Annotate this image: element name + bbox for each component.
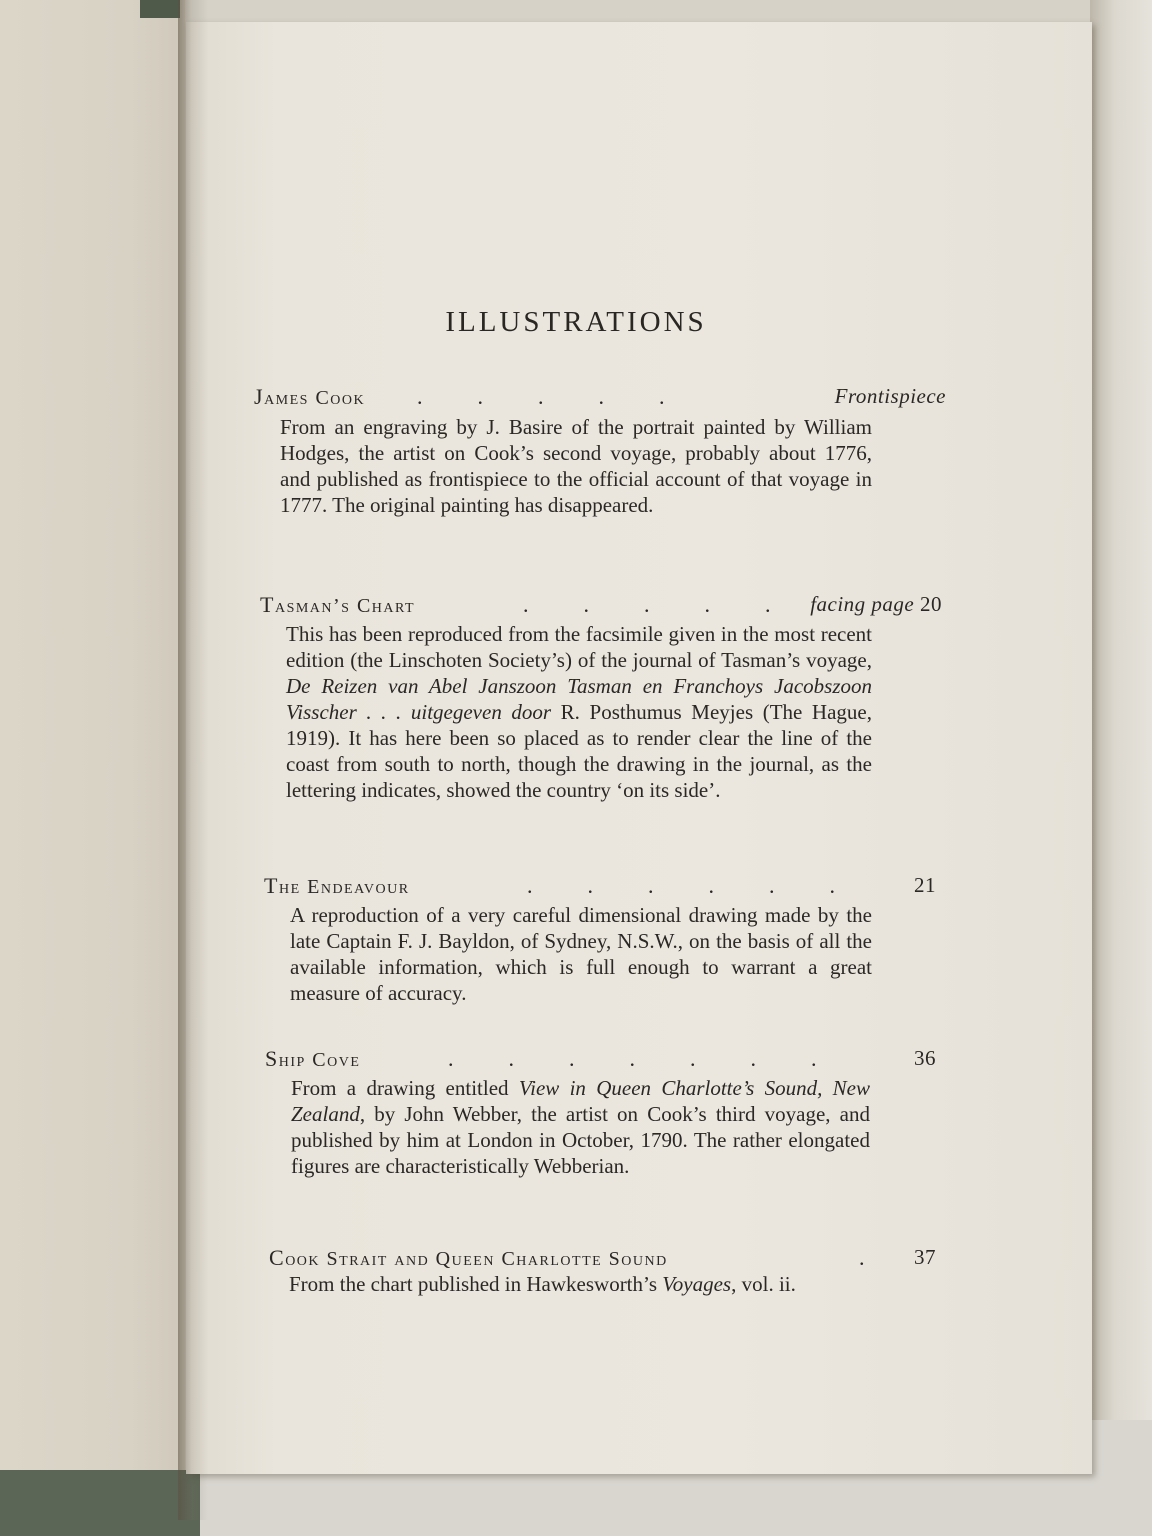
illustration-entry-cook-strait <box>269 1245 936 1297</box>
entry-page-ref: 37 <box>914 1245 936 1269</box>
facing-blank-page <box>0 0 185 1480</box>
description-drawing-title: View in Queen Charlotte’s Sound, New Zealand <box>291 1076 870 1126</box>
entry-description <box>291 1075 870 1179</box>
description-text-1: This has been reproduced from the facsimile given in the most recent edition (the Linschoten Society’s) of the journal of Tasman’s voyage, <box>286 622 872 672</box>
illustration-entry-ship-cove <box>265 1046 936 1179</box>
description-book-title: Voyages <box>662 1272 732 1296</box>
entry-heading <box>264 873 936 899</box>
entry-page-prefix: facing page <box>810 592 915 616</box>
leader-dots: . . . . . . <box>527 873 835 898</box>
entry-title: The Endeavour <box>264 873 410 898</box>
leader-dots: . <box>859 1245 865 1270</box>
entry-title: James Cook <box>254 384 366 409</box>
entry-heading <box>254 384 946 410</box>
entry-title: Ship Cove <box>265 1046 361 1071</box>
table-surface-right <box>1090 0 1152 1536</box>
description-text-1: From the chart published in Hawkesworth’s <box>289 1272 663 1296</box>
entry-description <box>286 621 872 803</box>
illustration-entry-james-cook <box>254 384 946 518</box>
page-title: ILLUSTRATIONS <box>445 306 707 338</box>
description-text: A reproduction of a very careful dimensional drawing made by the late Captain F. J. Bayldon, of Sydney, N.S.W., on the basis of all the available information, which is full enough to warrant a great measure of accuracy. <box>290 903 872 1005</box>
entry-description <box>289 1271 889 1297</box>
description-text-2: , vol. ii. <box>731 1272 796 1296</box>
page-gutter-shadow <box>178 0 208 1520</box>
entry-heading <box>265 1046 936 1072</box>
description-text: From an engraving by J. Basire of the portrait painted by William Hodges, the artist on Cook’s second voyage, probably about 1776, and published as frontispiece to the official account of that voyage in 1777. The original painting has disappeared. <box>280 415 872 517</box>
illustration-entry-endeavour <box>264 873 936 1006</box>
entry-title: Cook Strait and Queen Charlotte Sound <box>269 1245 668 1270</box>
entry-page-ref: 21 <box>914 873 936 897</box>
entry-page-ref: Frontispiece <box>834 384 946 408</box>
illustration-entry-tasmans-chart <box>260 592 942 803</box>
description-text-1: From a drawing entitled <box>291 1076 519 1100</box>
entry-description <box>290 902 872 1006</box>
leader-dots: . . . . . <box>417 384 665 409</box>
description-book-title: De Reizen van Abel Janszoon Tasman en Franchoys Jacobszoon Visscher . . . uitgegeven door <box>286 674 872 724</box>
description-text-2: , by John Webber, the artist on Cook’s third voyage, and published by him at London in October, 1790. The rather elongated figures are characteristically Webberian. <box>291 1102 870 1178</box>
entry-page-ref: 36 <box>914 1046 936 1070</box>
leader-dots: . . . . . <box>523 592 771 617</box>
book-cover-edge-top <box>140 0 180 18</box>
leader-dots: . . . . . . . <box>448 1046 817 1071</box>
entry-heading <box>269 1245 936 1271</box>
entry-title: Tasman’s Chart <box>260 592 416 617</box>
entry-heading <box>260 592 942 618</box>
entry-description <box>280 414 872 518</box>
entry-page-ref <box>810 592 942 617</box>
entry-page-number: 20 <box>920 592 942 616</box>
description-text-2: R. Posthumus Meyjes (The Hague, 1919). It has here been so placed as to render clear the line of the coast from south to north, though the drawing in the journal, as the lettering indicates, showed the country ‘on its side’. <box>286 700 872 802</box>
book-cover-edge-bottom <box>0 1470 200 1536</box>
